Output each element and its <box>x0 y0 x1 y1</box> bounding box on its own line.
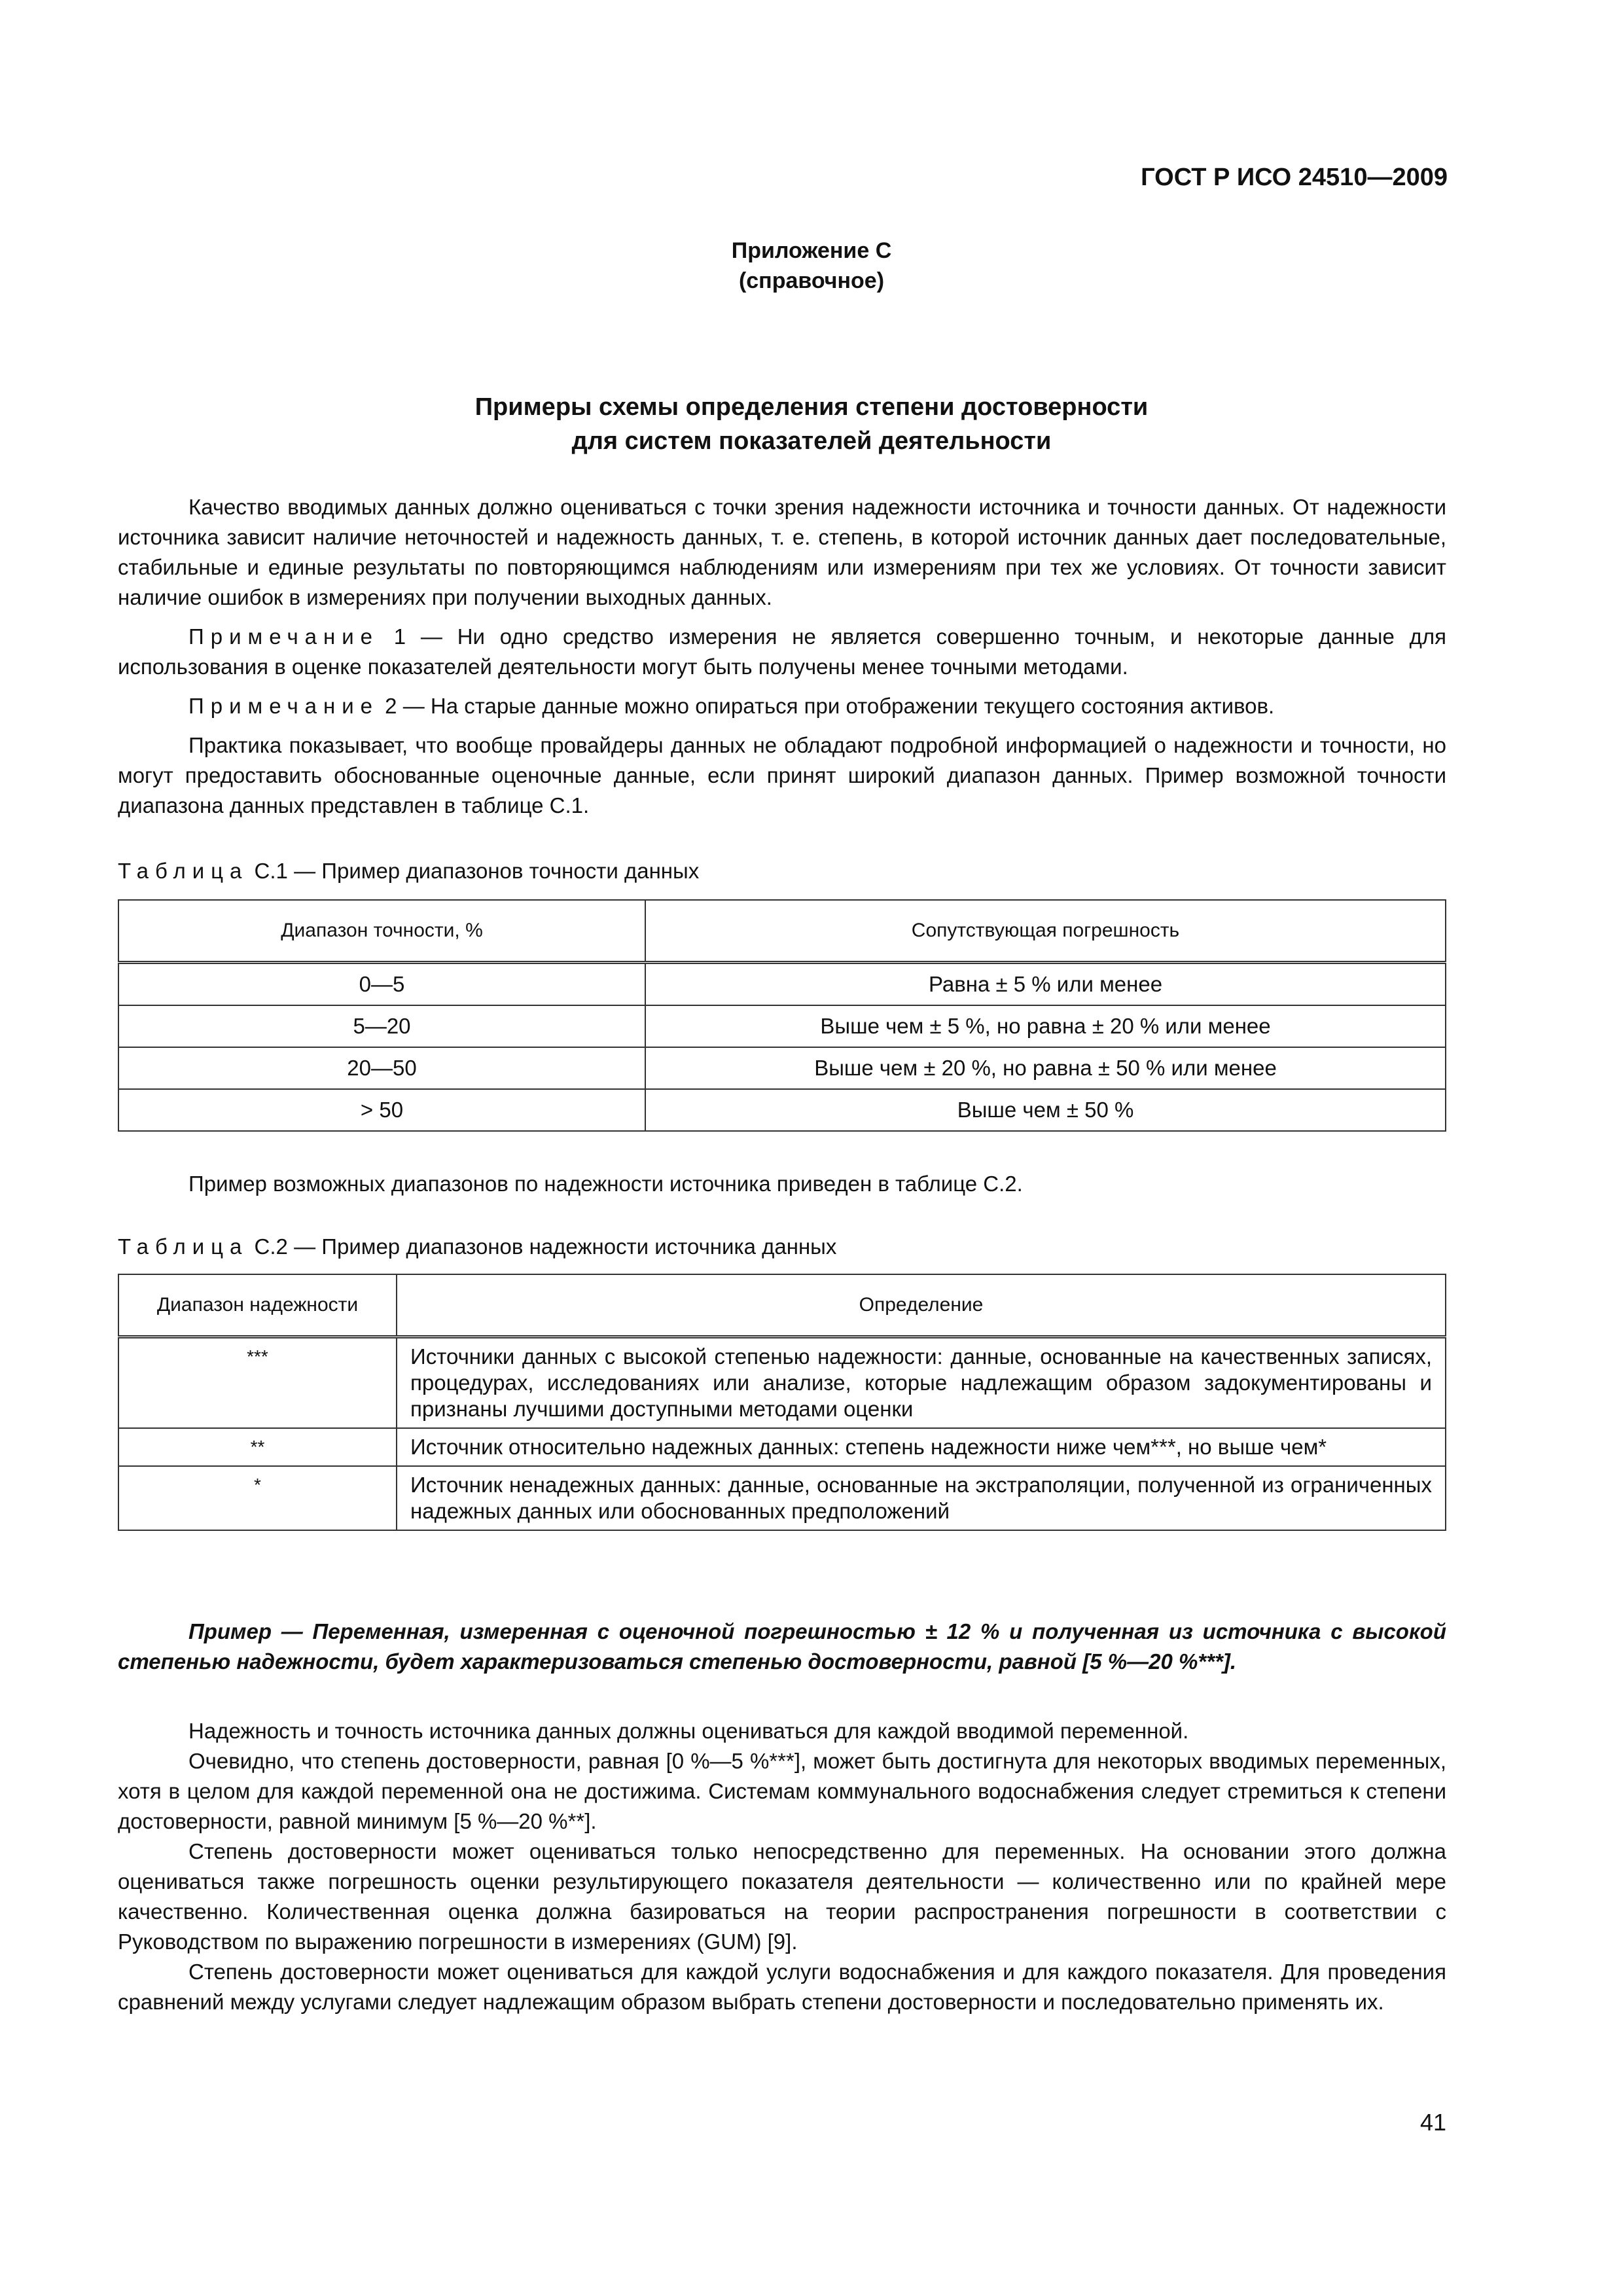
table1-caption <box>118 859 699 884</box>
table1-cell: > 50 <box>118 1089 645 1131</box>
table1-cell: 5—20 <box>118 1005 645 1047</box>
table1-cell: Выше чем ± 5 %, но равна ± 20 % или менее <box>645 1005 1446 1047</box>
note-2-label: Примечание <box>188 694 380 718</box>
table1-cell: Равна ± 5 % или менее <box>645 963 1446 1006</box>
table2-caption <box>118 1234 836 1259</box>
reliability-table <box>118 1274 1446 1531</box>
accuracy-table <box>118 899 1446 1132</box>
section-title <box>0 390 1623 458</box>
note-1 <box>118 622 1446 682</box>
standard-designation: ГОСТ Р ИСО 24510—2009 <box>1141 164 1448 191</box>
table-row <box>118 1337 1446 1429</box>
page-number: 41 <box>1419 2109 1446 2136</box>
annex-title: Приложение C <box>731 238 892 263</box>
note-1-label: Примечание <box>188 624 380 649</box>
closing-paragraph-2: Очевидно, что степень достоверности, равная [0 %—5 %***], может быть достигнута для некоторых вводимых переменных, хотя в целом для каждой переменной она не достижима. Системам коммунального водоснабжения следует стремиться к степени достоверности, равной минимум [5 %—20 %**]. <box>118 1749 1446 1833</box>
table1-cell: 20—50 <box>118 1047 645 1089</box>
between-paragraph: Пример возможных диапазонов по надежности источника приведен в таблице C.2. <box>188 1172 1023 1196</box>
note-2 <box>118 691 1446 721</box>
closing-paragraph-3: Степень достоверности может оцениваться только непосредственно для переменных. На основании этого должна оцениваться также погрешность оценки результирующего показателя деятельности — количественно или по крайней мере качественно. Количественная оценка должна базироваться на теории распространения погрешности в соответствии с Руководством по выражению погрешности в измерениях (GUM) [9]. <box>118 1839 1446 1954</box>
intro-text <box>118 492 1446 821</box>
table1-cell: 0—5 <box>118 963 645 1006</box>
table2-definition: Источник ненадежных данных: данные, основанные на экстраполяции, полученной из ограниченных надежных данных или обоснованных предположений <box>397 1466 1446 1530</box>
example-paragraph: Пример — Переменная, измеренная с оценочной погрешностью ± 12 % и полученная из источника с высокой степенью надежности, будет характеризоваться степенью достоверности, равной [5 %—20 %***]. <box>118 1619 1446 1674</box>
table1-cell: Выше чем ± 20 %, но равна ± 50 % или менее <box>645 1047 1446 1089</box>
table-row <box>118 1005 1446 1047</box>
table-row <box>118 1428 1446 1466</box>
table-row <box>118 963 1446 1006</box>
table1-caption-text: C.1 — Пример диапазонов точности данных <box>248 859 700 883</box>
table2-caption-text: C.2 — Пример диапазонов надежности источника данных <box>248 1234 837 1259</box>
between-text <box>118 1169 1446 1199</box>
table2-header-range: Диапазон надежности <box>118 1274 397 1337</box>
table2-definition: Источники данных с высокой степенью надежности: данные, основанные на качественных записях, процедурах, исследованиях или анализе, которые надлежащим образом задокументированы и признаны лучшими доступными методами оценки <box>397 1337 1446 1429</box>
table2-rating: ** <box>118 1428 397 1466</box>
closing-paragraph-1: Надежность и точность источника данных должны оцениваться для каждой вводимой переменной. <box>188 1719 1189 1743</box>
table1-cell: Выше чем ± 50 % <box>645 1089 1446 1131</box>
table2-definition: Источник относительно надежных данных: степень надежности ниже чем***, но выше чем* <box>397 1428 1446 1466</box>
intro-paragraph-1: Качество вводимых данных должно оцениваться с точки зрения надежности источника и точности данных. От надежности источника зависит наличие неточностей и надежность данных, т. е. степень, в которой источник данных дает последовательные, стабильные и единые результаты по повторяющимся наблюдениям или измерениям при тех же условиях. От точности зависит наличие ошибок в измерениях при получении выходных данных. <box>118 495 1446 609</box>
table2-caption-label: Таблица <box>118 1234 249 1259</box>
closing-text <box>118 1716 1446 2017</box>
note-1-text: 1 — Ни одно средство измерения не является совершенно точным, и некоторые данные для использования в оценке показателей деятельности могут быть получены менее точными методами. <box>118 624 1446 679</box>
table-row <box>118 1089 1446 1131</box>
section-title-line2: для систем показателей деятельности <box>571 427 1052 455</box>
annex-heading <box>0 236 1623 296</box>
table2-rating: *** <box>118 1337 397 1429</box>
intro-paragraph-2: Практика показывает, что вообще провайдеры данных не обладают подробной информацией о надежности и точности, но могут предоставить обоснованные оценочные данные, если принят широкий диапазон данных. Пример возможной точности диапазона данных представлен в таблице C.1. <box>118 733 1446 817</box>
closing-paragraph-4: Степень достоверности может оцениваться для каждой услуги водоснабжения и для каждого показателя. Для проведения сравнений между услугами следует надлежащим образом выбрать степени достоверности и последовательно применять их. <box>118 1960 1446 2014</box>
table1-header-error: Сопутствующая погрешность <box>645 900 1446 963</box>
section-title-line1: Примеры схемы определения степени достоверности <box>474 393 1149 421</box>
annex-status: (справочное) <box>738 268 885 293</box>
note-2-text: 2 — На старые данные можно опираться при отображении текущего состояния активов. <box>379 694 1275 718</box>
table1-caption-label: Таблица <box>118 859 249 883</box>
table1-header-range: Диапазон точности, % <box>118 900 645 963</box>
table-row <box>118 1047 1446 1089</box>
table2-rating: * <box>118 1466 397 1530</box>
table2-header-definition: Определение <box>397 1274 1446 1337</box>
table-row <box>118 1466 1446 1530</box>
